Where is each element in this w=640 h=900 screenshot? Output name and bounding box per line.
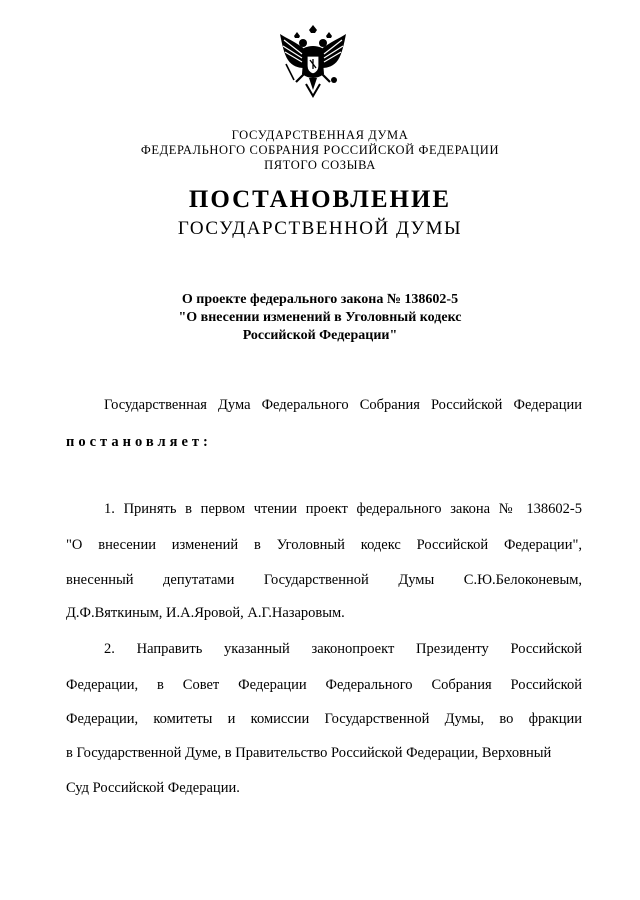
item2-line5: Суд Российской Федерации. [66,780,240,796]
item2-line3: Федерации, комитеты и комиссии Государственной Думы, во фракции [66,711,582,727]
intro-paragraph: Государственная Дума Федерального Собрания Российской Федерации [104,397,582,413]
item1-line2: "О внесении изменений в Уголовный кодекс Российской Федерации", [66,537,582,553]
item2-line2: Федерации, в Совет Федерации Федерального Собрания Российской [66,677,582,693]
header-line-federal-assembly: ФЕДЕРАЛЬНОГО СОБРАНИЯ РОССИЙСКОЙ ФЕДЕРАЦИИ [140,143,500,157]
subject-line-1: О проекте федерального закона № 138602-5 [181,292,459,307]
header-line-duma: ГОСУДАРСТВЕННАЯ ДУМА [231,128,409,142]
subject-line-3: Российской Федерации" [242,328,398,343]
subject-line-2: "О внесении изменений в Уголовный кодекс [178,310,462,325]
header-line-convocation: ПЯТОГО СОЗЫВА [264,158,376,172]
item2-line1: 2. Направить указанный законопроект Президенту Российской [104,641,582,657]
document-title: ПОСТАНОВЛЕНИЕ [188,186,452,213]
russian-coat-of-arms-icon [276,24,350,102]
item1-line1: 1. Принять в первом чтении проект федерального закона № 138602-5 [104,501,582,517]
item1-line4: Д.Ф.Вяткиным, И.А.Яровой, А.Г.Назаровым. [66,605,345,621]
item2-line4: в Государственной Думе, в Правительство Российской Федерации, Верховный [66,745,552,761]
resolves-word: постановляет: [66,434,212,450]
item1-line3: внесенный депутатами Государственной Думы С.Ю.Белоконевым, [66,572,582,588]
document-subtitle: ГОСУДАРСТВЕННОЙ ДУМЫ [177,218,463,239]
